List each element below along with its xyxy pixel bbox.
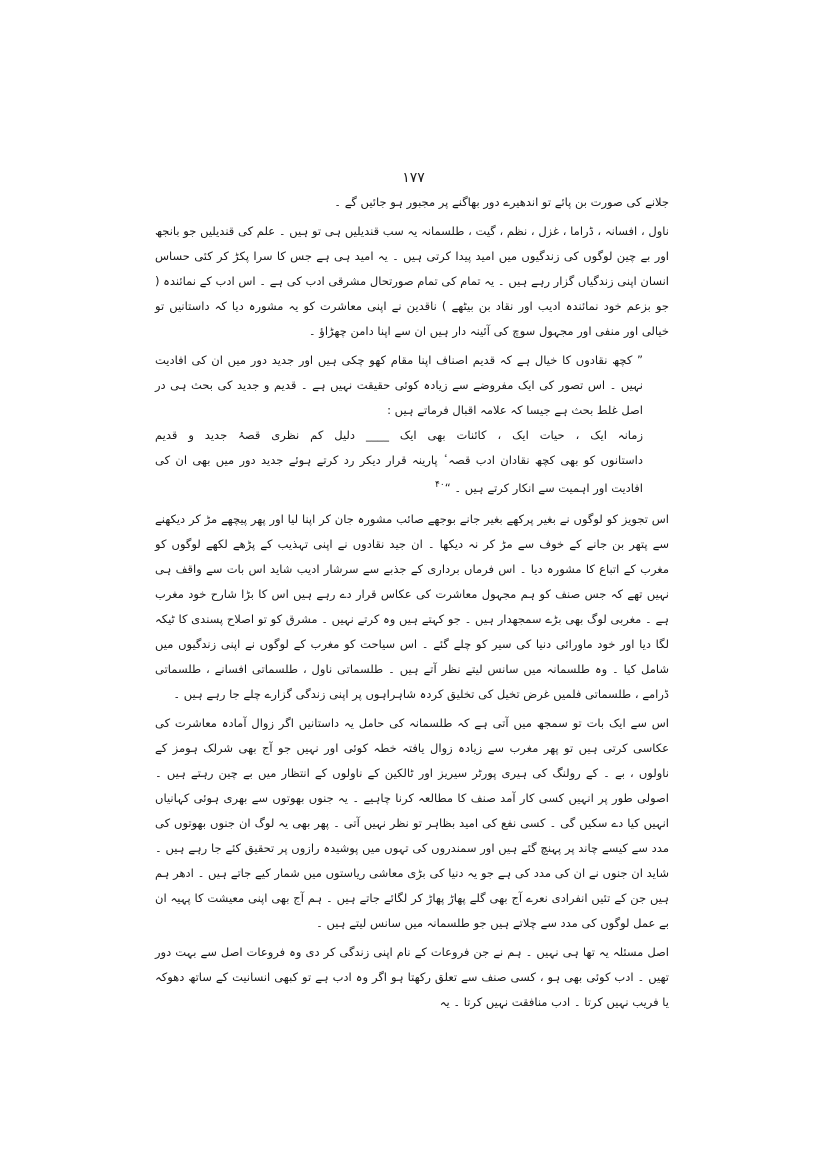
paragraph: اس تجویز کو لوگوں نے بغیر پرکھے بغیر جانے بوجھے صائب مشورہ جان کر اپنا لیا اور پھر پیچھے مڑ کر دیکھنے سے پتھر بن جانے کے خوف سے مڑ کر نہ دیکھا ۔ ان جید نقادوں نے اپنی تہذیب کے پڑھے لکھے لوگوں کو مغرب کے اتباع کا مشورہ دیا ۔ اس فرماں برداری کے جذبے سے سرشار ادیب شاید اس بات سے واقف ہی نہیں تھے کہ جس صنف کو ہم مجہول معاشرت کی عکاس قرار دے رہے ہیں اس کا بڑا شارح خود مغرب ہے ۔ مغربی لوگ بھی بڑے سمجھدار ہیں ۔ جو کہتے ہیں وہ کرتے نہیں ۔ مشرق کو تو اصلاح پسندی کا ٹیکہ لگا دیا اور خود ماورائی دنیا کی سیر کو چلے گئے ۔ اس سیاحت کو مغرب کے لوگوں نے اپنی زندگیوں میں شامل کیا ۔ وہ طلسمانہ میں سانس لیتے نظر آتے ہیں ۔ طلسماتی ناول ، طلسماتی افسانے ، طلسماتی ڈرامے ، طلسماتی فلمیں غرض تخیل کی تخلیق کردہ شاہراہوں پر اپنی زندگی گزارے چلے جا رہے ہیں ۔ (155, 511, 669, 701)
quote-text-body: داستانوں کو بھی کچھ نقادان ادب قصہ ٔ پارینہ قرار دیکر رد کرتے ہوئے جدید دور میں بھی ان کی افادیت اور اہمیت سے انکار کرتے ہیں ۔ “ (155, 453, 643, 495)
quote-text: ” کچھ نقادوں کا خیال ہے کہ قدیم اصناف اپنا مقام کھو چکی ہیں اور جدید دور میں ان کی افادیت نہیں ۔ اس تصور کی ایک مفروضے سے زیادہ کوئی حقیقت نہیں ہے ۔ قدیم و جدید کی بحث ہی در اصل غلط بحث ہے جیسا کہ علامہ اقبال فرماتے ہیں : (155, 353, 643, 417)
footnote-reference: ۴۰ (435, 480, 445, 490)
paragraph: جلانے کی صورت بن پائے تو اندھیرے دور بھاگنے پر مجبور ہو جائیں گے ۔ (334, 195, 669, 209)
body-text (155, 190, 669, 1019)
paragraph: اصل مسئلہ یہ تھا ہی نہیں ۔ ہم نے جن فروعات کے نام اپنی زندگی کر دی وہ فروعات اصل سے بہت دور تھیں ۔ ادب کوئی بھی ہو ، کسی صنف سے تعلق رکھتا ہو اگر وہ ادب ہے تو کبھی انسانیت کے ساتھ دھوکہ یا فریب نہیں کرتا ۔ ادب منافقت نہیں کرتا ۔ یہ (155, 944, 669, 1009)
quote-verse: زمانہ ایک ، حیات ایک ، کائنات بھی ایک ____ دلیل کم نظری قصۂ جدید و قدیم (155, 428, 643, 442)
paragraph: ناول ، افسانہ ، ڈراما ، غزل ، نظم ، گیت ، طلسمانہ یہ سب قندیلیں ہی تو ہیں ۔ علم کی قندیلیں جو بانجھ اور بے چین لوگوں کی زندگیوں میں امید پیدا کرتی ہیں ۔ یہ امید ہی ہے جس کا سرا پکڑ کر کئی حساس انسان اپنی زندگیاں گزار رہے ہیں ۔ یہ تمام کی تمام صورتحال مشرقی ادب کی ہے ۔ اس ادب کے نمائندہ ( جو بزعم خود نمائندہ ادیب اور نقاد بن بیٹھے ) ناقدین نے اپنی معاشرت کو یہ مشورہ دیا کہ داستانیں تو خیالی اور منفی اور مجہول سوچ کی آئینہ دار ہیں ان سے اپنا دامن چھڑاؤ ۔ (155, 224, 669, 338)
quote-text (155, 448, 643, 501)
paragraph: اس سے ایک بات تو سمجھ میں آتی ہے کہ طلسمانہ کی حامل یہ داستانیں اگر زوال آمادہ معاشرت کی عکاسی کرتی ہیں تو پھر مغرب سے زیادہ زوال یافتہ خطہ کوئی اور نہیں جو آج بھی شرلک ہومز کے ناولوں ، بے ۔ کے رولنگ کی ہیری پورٹر سیریز اور ٹالکین کے ناولوں کے انتظار میں بے چین رہتے ہیں ۔ اصولی طور پر انہیں کسی کار آمد صنف کا مطالعہ کرنا چاہیے ۔ یہ جنوں بھوتوں سے بھری ہوئی کہانیاں انہیں کیا دے سکیں گی ۔ کسی نفع کی امید بظاہر تو نظر نہیں آتی ۔ پھر بھی یہ لوگ ان جنوں بھوتوں کی مدد سے کیسے چاند پر پہنچ گئے ہیں اور سمندروں کی تہوں میں پوشیدہ رازوں پر تحقیق کئے جا رہے ہیں ۔ شاید ان جنوں نے ان کی مدد کی ہے جو یہ دنیا کی بڑی معاشی ریاستوں میں شمار کیے جاتے ہیں ۔ ادھر ہم ہیں جن کے تئیں انفرادی نعرے آج بھی گلے پھاڑ پھاڑ کر لگائے جاتے ہیں ۔ ہم آج بھی اپنی معیشت کا پہیہ ان بے عمل لوگوں کی مدد سے چلاتے ہیں جو طلسمانہ میں سانس لیتے ہیں ۔ (155, 715, 669, 930)
block-quote (155, 348, 669, 501)
page-number: ۱۷۷ (402, 170, 425, 186)
